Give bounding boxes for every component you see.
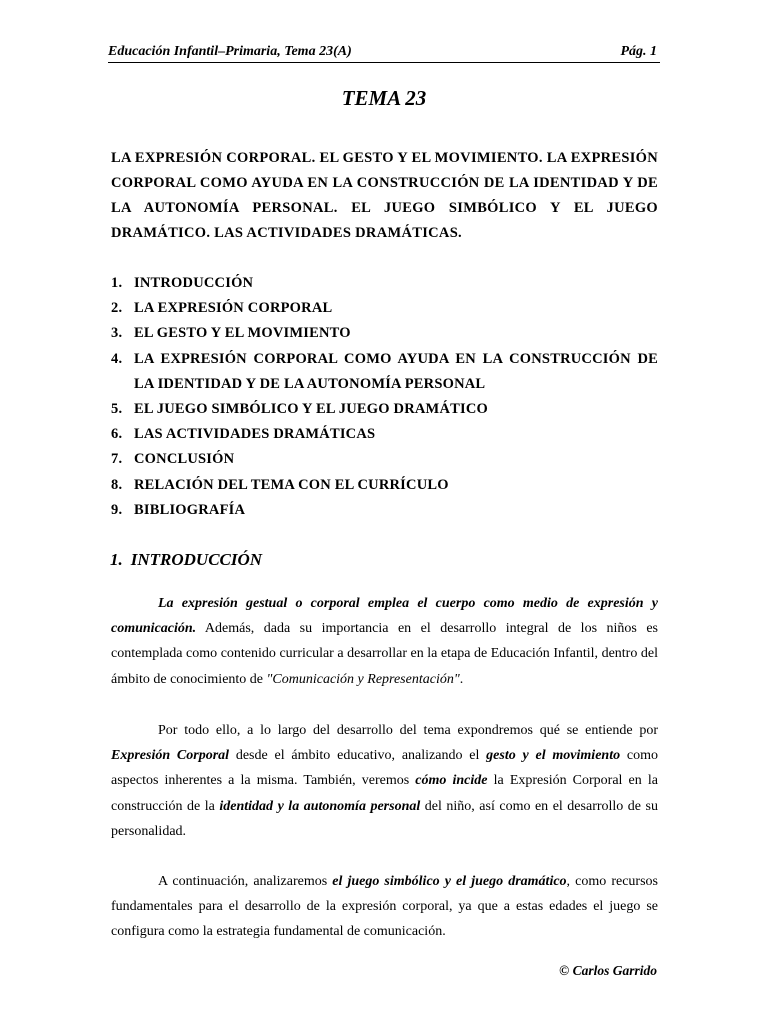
toc-item-label: INTRODUCCIÓN: [134, 275, 254, 291]
toc-item: [111, 347, 658, 397]
paragraph-intro-2: [111, 718, 658, 844]
body-text: .: [459, 671, 464, 687]
header-page-number: Pág. 1: [620, 44, 657, 59]
body-text: Además, dada su importancia en el desarrollo integral de los niños es contemplada como contenido curricular a desarrollar en la etapa de Educación Infantil, dentro del ámbito de conocimiento de: [111, 621, 658, 687]
toc-item-number: 9.: [111, 501, 123, 518]
body-text: la Expresión Corporal en la construcción de la: [111, 773, 658, 814]
body-text: , como recursos fundamentales para el desarrollo de la expresión corporal, ya que a estas edades el juego se configura como la estrategia fundamental de comunicación.: [111, 874, 658, 940]
toc-item-number: 1.: [111, 275, 123, 291]
emphasis-text: gesto y el movimiento: [486, 748, 621, 764]
emphasis-text: La expresión gestual o corporal emplea el cuerpo como medio de expresión y comunicación.: [111, 596, 658, 637]
toc-item-label: RELACIÓN DEL TEMA CON EL CURRÍCULO: [134, 476, 449, 493]
emphasis-text: el juego simbólico y el juego dramático: [332, 874, 567, 889]
toc-item-label: BIBLIOGRAFÍA: [134, 501, 246, 518]
emphasis-text: Expresión Corporal: [111, 748, 230, 764]
toc-item-label: LA EXPRESIÓN CORPORAL: [134, 300, 333, 317]
toc-item-number: 4.: [111, 350, 123, 367]
table-of-contents: [111, 271, 658, 523]
body-text: del niño, así como en el desarrollo de su personalidad.: [111, 798, 658, 839]
toc-item-number: 8.: [111, 476, 123, 493]
body-text: como aspectos inherentes a la misma. También, veremos: [111, 748, 658, 789]
toc-item-label: LA EXPRESIÓN CORPORAL COMO AYUDA EN LA CONSTRUCCIÓN DE LA IDENTIDAD Y DE LA AUTONOMÍA PERSONAL: [134, 350, 658, 392]
toc-item: [111, 321, 658, 346]
toc-item: [111, 473, 658, 498]
toc-item-label: CONCLUSIÓN: [134, 451, 235, 468]
toc-item-number: 6.: [111, 426, 123, 443]
topic-subject: LA EXPRESIÓN CORPORAL. EL GESTO Y EL MOVIMIENTO. LA EXPRESIÓN CORPORAL COMO AYUDA EN LA CONSTRUCCIÓN DE LA IDENTIDAD Y DE LA AUTONOMÍA PERSONAL. EL JUEGO SIMBÓLICO Y EL JUEGO DRAMÁTICO. LAS ACTIVIDADES DRAMÁTICAS.: [111, 150, 658, 241]
section-heading-introduccion: [110, 550, 262, 570]
paragraph-intro-1: [111, 591, 658, 692]
toc-item: [111, 296, 658, 321]
toc-item-number: 2.: [111, 300, 123, 317]
toc-item-label: LAS ACTIVIDADES DRAMÁTICAS: [134, 426, 376, 443]
body-text: desde el ámbito educativo, analizando el: [229, 748, 487, 764]
header-course-title: Educación Infantil–Primaria, Tema 23(A): [108, 44, 352, 59]
page-footer-copyright: © Carlos Garrido: [559, 963, 657, 978]
toc-item: [111, 397, 658, 422]
toc-item-number: 5.: [111, 401, 123, 418]
toc-item-number: 7.: [111, 451, 123, 468]
section-title: INTRODUCCIÓN: [130, 550, 263, 569]
quoted-text: "Comunicación y Representación": [266, 671, 460, 687]
toc-item-label: EL GESTO Y EL MOVIMIENTO: [134, 325, 351, 342]
toc-item-number: 3.: [111, 325, 123, 342]
body-text: Por todo ello, a lo largo del desarrollo del tema expondremos qué se entiende por: [158, 723, 658, 738]
toc-item: [111, 447, 658, 472]
emphasis-text: cómo incide: [415, 773, 488, 789]
emphasis-text: identidad y la autonomía personal: [219, 798, 421, 814]
paragraph-intro-3: [111, 869, 658, 945]
toc-item: [111, 422, 658, 447]
toc-item: [111, 271, 658, 296]
page-header: [108, 40, 660, 63]
section-number: 1.: [110, 550, 123, 569]
page-title: TEMA 23: [341, 86, 427, 110]
body-text: A continuación, analizaremos: [158, 874, 333, 889]
toc-item-label: EL JUEGO SIMBÓLICO Y EL JUEGO DRAMÁTICO: [134, 401, 488, 418]
toc-item: [111, 498, 658, 523]
